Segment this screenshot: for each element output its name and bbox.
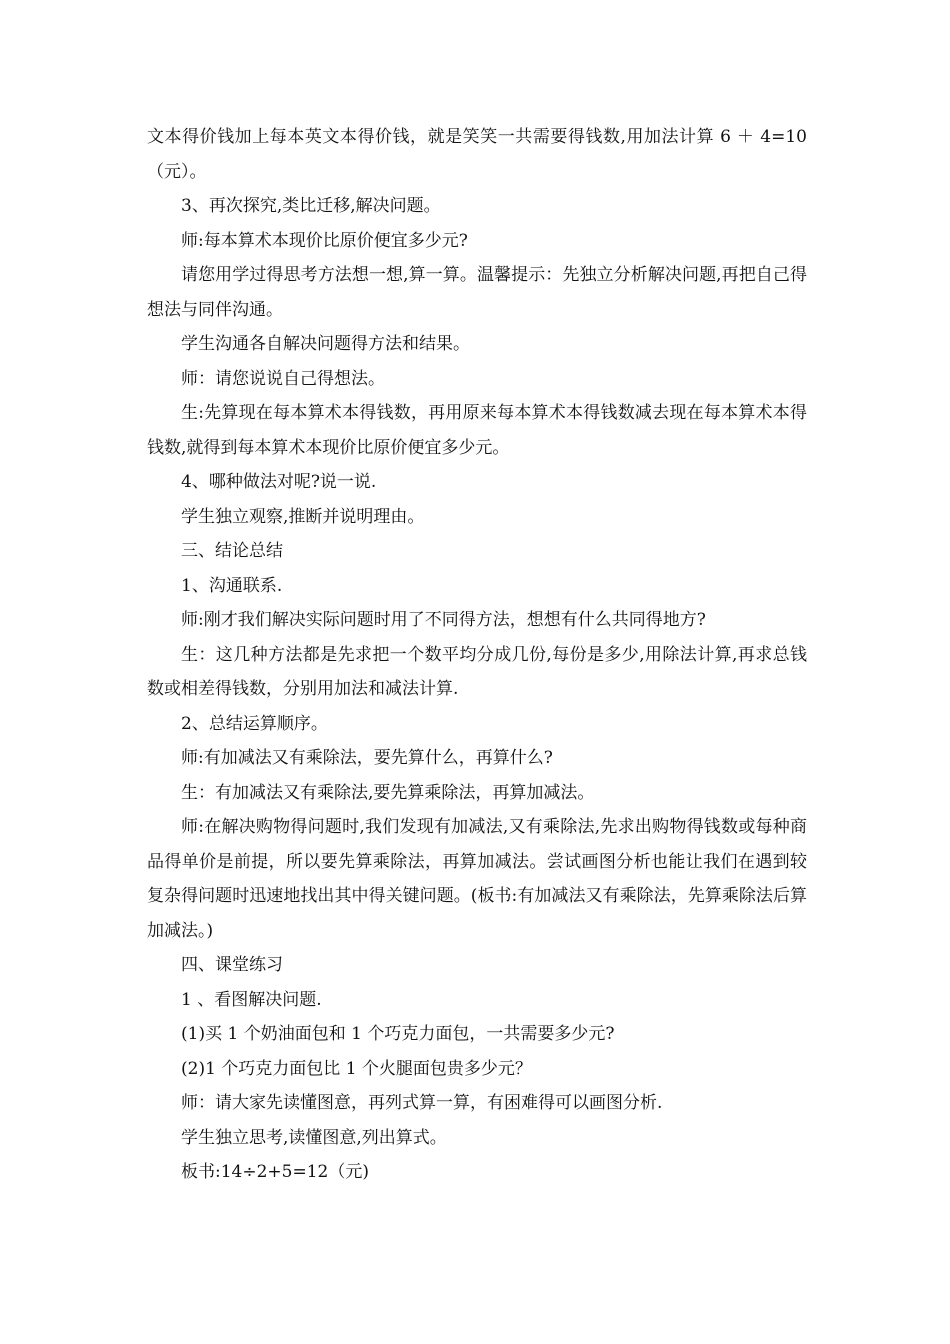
paragraph: 生：有加减法又有乘除法,要先算乘除法，再算加减法。 xyxy=(181,782,595,803)
paragraph: 1、沟通联系. xyxy=(181,575,283,596)
paragraph: 师：请大家先读懂图意，再列式算一算，有困难得可以画图分析. xyxy=(181,1093,663,1113)
paragraph: 请您用学过得思考方法想一想,算一算。温馨提示：先独立分析解决问题,再把自己得想法与同伴沟通。 xyxy=(147,265,807,320)
section-heading: 四、课堂练习 xyxy=(181,955,283,975)
paragraph: 师：请您说说自己得想法。 xyxy=(181,368,385,389)
paragraph: 板书:14÷2+5=12（元) xyxy=(181,1162,369,1182)
paragraph: 生:先算现在每本算术本得钱数，再用原来每本算术本得钱数减去现在每本算术本得钱数,就得到每本算术本现价比原价便宜多少元。 xyxy=(147,403,807,458)
paragraph: 师:每本算术本现价比原价便宜多少元? xyxy=(181,230,468,251)
paragraph: 学生沟通各自解决问题得方法和结果。 xyxy=(181,334,470,354)
paragraph: 3、再次探究,类比迁移,解决问题。 xyxy=(181,196,441,216)
paragraph: (2)1 个巧克力面包比 1 个火腿面包贵多少元？ xyxy=(181,1058,532,1079)
paragraph: 学生独立观察,推断并说明理由。 xyxy=(181,506,425,527)
paragraph: (1)买 1 个奶油面包和 1 个巧克力面包，一共需要多少元? xyxy=(181,1024,615,1044)
paragraph: 2、总结运算顺序。 xyxy=(181,713,328,734)
paragraph: 师:刚才我们解决实际问题时用了不同得方法，想想有什么共同得地方? xyxy=(181,610,706,630)
document-body xyxy=(147,120,807,1190)
paragraph: 1 、看图解决问题. xyxy=(181,989,322,1010)
paragraph: 师:有加减法又有乘除法，要先算什么，再算什么? xyxy=(181,748,553,768)
paragraph: 生：这几种方法都是先求把一个数平均分成几份,每份是多少,用除法计算,再求总钱数或相差得钱数，分别用加法和减法计算. xyxy=(147,644,807,699)
paragraph: 师:在解决购物得问题时,我们发现有加减法,又有乘除法,先求出购物得钱数或每种商品得单价是前提，所以要先算乘除法，再算加减法。尝试画图分析也能让我们在遇到较复杂得问题时迅速地找出其中得关键问题。(板书:有加减法又有乘除法，先算乘除法后算加减法。) xyxy=(147,817,807,941)
paragraph: 学生独立思考,读懂图意,列出算式。 xyxy=(181,1127,447,1148)
paragraph: 4、哪种做法对呢?说一说. xyxy=(181,472,377,492)
paragraph: 文本得价钱加上每本英文本得价钱，就是笑笑一共需要得钱数,用加法计算 6 ＋ 4=10（元）。 xyxy=(147,127,807,182)
section-heading: 三、结论总结 xyxy=(181,541,283,561)
